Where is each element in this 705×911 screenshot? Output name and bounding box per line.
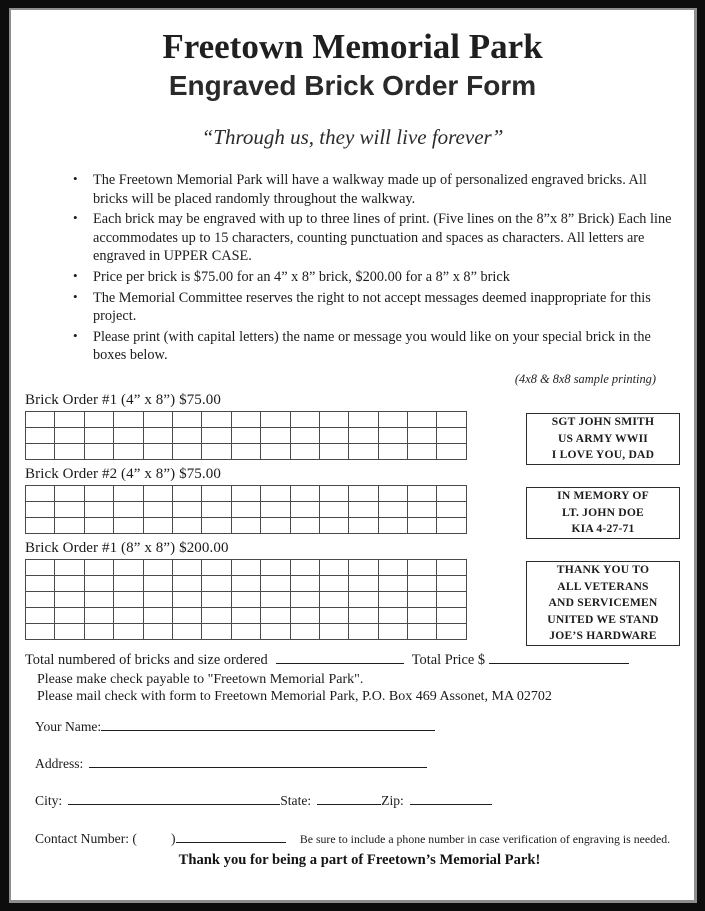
contact-section [11, 719, 694, 869]
brick-grid-cell[interactable] [378, 591, 407, 607]
brick-grid-cell[interactable] [349, 411, 378, 427]
zip-input[interactable] [410, 804, 492, 805]
brick-grid-cell[interactable] [408, 501, 437, 517]
brick-grid-cell[interactable] [202, 575, 231, 591]
brick-grid-cell[interactable] [408, 623, 437, 639]
brick-grid-cell[interactable] [408, 427, 437, 443]
brick-grid-cell[interactable] [261, 485, 290, 501]
brick-grid-cell[interactable] [408, 485, 437, 501]
brick-grid-cell[interactable] [55, 559, 84, 575]
brick-grid-cell[interactable] [26, 591, 55, 607]
brick-grid-cell[interactable] [437, 411, 467, 427]
name-input[interactable] [101, 730, 435, 731]
address-input[interactable] [89, 767, 427, 768]
brick-grid-cell[interactable] [84, 559, 113, 575]
brick-grid-cell[interactable] [114, 517, 143, 533]
brick-grid-cell[interactable] [84, 427, 113, 443]
brick-grid-cell[interactable] [114, 623, 143, 639]
brick-grid-cell[interactable] [378, 517, 407, 533]
brick-grid-cell[interactable] [143, 591, 172, 607]
brick-grid-cell[interactable] [55, 501, 84, 517]
brick-grid-cell[interactable] [143, 501, 172, 517]
brick-grid-cell[interactable] [114, 559, 143, 575]
sample-line: KIA 4-27-71 [571, 522, 635, 536]
brick-order-1-label: Brick Order #1 (4” x 8”) $75.00 [25, 391, 221, 408]
brick-grid-cell[interactable] [55, 485, 84, 501]
brick-order-3-grid[interactable] [25, 559, 467, 640]
brick-grid-cell[interactable] [202, 559, 231, 575]
brick-grid-cell[interactable] [290, 443, 319, 459]
brick-grid-cell[interactable] [408, 411, 437, 427]
brick-grid-cell[interactable] [378, 575, 407, 591]
brick-grid-cell[interactable] [290, 591, 319, 607]
brick-grid-cell[interactable] [55, 411, 84, 427]
brick-grid-row [26, 559, 467, 575]
brick-grid-cell[interactable] [143, 559, 172, 575]
brick-grid-cell[interactable] [349, 517, 378, 533]
brick-grid-cell[interactable] [84, 485, 113, 501]
brick-grid-cell[interactable] [172, 517, 201, 533]
brick-order-2-sample [526, 487, 680, 539]
brick-grid-cell[interactable] [231, 559, 260, 575]
brick-grid-cell[interactable] [437, 427, 467, 443]
brick-grid-cell[interactable] [55, 517, 84, 533]
brick-grid-cell[interactable] [172, 575, 201, 591]
brick-grid-cell[interactable] [26, 485, 55, 501]
sample-line: SGT JOHN SMITH [551, 415, 655, 429]
brick-grid-cell[interactable] [84, 575, 113, 591]
brick-grid-cell[interactable] [172, 559, 201, 575]
brick-grid-cell[interactable] [378, 623, 407, 639]
brick-grid-cell[interactable] [84, 443, 113, 459]
state-input[interactable] [317, 804, 381, 805]
brick-grid-cell[interactable] [143, 427, 172, 443]
brick-grid-cell[interactable] [349, 443, 378, 459]
city-state-zip-row [35, 793, 676, 809]
brick-grid-row [26, 411, 467, 427]
brick-grid-cell[interactable] [290, 575, 319, 591]
brick-grid-cell[interactable] [55, 607, 84, 623]
brick-grid-cell[interactable] [26, 427, 55, 443]
brick-grid-cell[interactable] [437, 607, 467, 623]
address-label: Address: [35, 755, 84, 771]
brick-order-2 [11, 466, 694, 534]
brick-grid-row [26, 427, 467, 443]
brick-grid-cell[interactable] [143, 607, 172, 623]
instruction-text: Each brick may be engraved with up to three lines of print. (Five lines on the 8”x 8” Brick) Each line accommodates up to 15 characters, counting punctuation and spaces as characters. All letters are engraved in UPPER CASE. [93, 211, 672, 265]
contact-number-label: Contact Number: [35, 830, 130, 846]
brick-grid-cell[interactable] [349, 559, 378, 575]
brick-grid-cell[interactable] [408, 517, 437, 533]
instruction-text: Please print (with capital letters) the name or message you would like on your special brick in the boxes below. [93, 328, 651, 364]
brick-order-2-label: Brick Order #2 (4” x 8”) $75.00 [25, 465, 221, 482]
brick-grid-cell[interactable] [319, 607, 348, 623]
totals-row [25, 652, 694, 669]
sample-line: I LOVE YOU, DAD [551, 448, 655, 462]
bullet-icon: • [73, 171, 78, 187]
zip-label: Zip: [381, 792, 404, 808]
brick-grid-cell[interactable] [349, 501, 378, 517]
brick-grid-cell[interactable] [437, 517, 467, 533]
brick-grid-cell[interactable] [349, 623, 378, 639]
brick-grid-row [26, 517, 467, 533]
brick-grid-cell[interactable] [437, 559, 467, 575]
brick-order-3-sample [526, 561, 680, 646]
address-row [35, 756, 676, 772]
total-count-label: Total numbered of bricks and size ordered [25, 651, 268, 668]
brick-grid-cell[interactable] [114, 607, 143, 623]
brick-grid-cell[interactable] [231, 591, 260, 607]
brick-grid-cell[interactable] [84, 517, 113, 533]
brick-grid-row [26, 443, 467, 459]
brick-grid-cell[interactable] [114, 591, 143, 607]
brick-grid-cell[interactable] [437, 575, 467, 591]
brick-grid-cell[interactable] [319, 623, 348, 639]
bullet-icon: • [73, 327, 78, 343]
brick-grid-cell[interactable] [319, 485, 348, 501]
closing-message: Thank you for being a part of Freetown’s Memorial Park! [178, 851, 541, 868]
brick-grid-cell[interactable] [143, 443, 172, 459]
brick-grid-row [26, 575, 467, 591]
sample-line: UNITED WE STAND [547, 612, 659, 626]
brick-grid-cell[interactable] [261, 559, 290, 575]
brick-grid-cell[interactable] [26, 559, 55, 575]
instructions-list [11, 171, 694, 365]
brick-grid-cell[interactable] [84, 607, 113, 623]
brick-grid-cell[interactable] [114, 443, 143, 459]
brick-grid-cell[interactable] [143, 517, 172, 533]
sample-line: ALL VETERANS [557, 579, 649, 593]
brick-grid-cell[interactable] [231, 607, 260, 623]
page-subtitle: Engraved Brick Order Form [168, 69, 537, 101]
brick-grid-cell[interactable] [437, 443, 467, 459]
brick-grid-row [26, 607, 467, 623]
brick-grid-cell[interactable] [143, 575, 172, 591]
brick-grid-cell[interactable] [84, 501, 113, 517]
motto-text: “Through us, they will live forever” [201, 125, 504, 150]
brick-grid-cell[interactable] [319, 517, 348, 533]
brick-grid-cell[interactable] [408, 559, 437, 575]
brick-grid-cell[interactable] [319, 559, 348, 575]
brick-grid-cell[interactable] [114, 427, 143, 443]
brick-grid-row [26, 485, 467, 501]
phone-note: Be sure to include a phone number in case verification of engraving is needed. [299, 831, 671, 846]
city-input[interactable] [68, 804, 280, 805]
brick-grid-cell[interactable] [55, 591, 84, 607]
brick-grid-cell[interactable] [26, 411, 55, 427]
brick-grid-cell[interactable] [143, 623, 172, 639]
brick-grid-cell[interactable] [84, 411, 113, 427]
sample-printing-caption: (4x8 & 8x8 sample printing) [514, 371, 656, 386]
brick-grid-cell[interactable] [261, 427, 290, 443]
brick-grid-cell[interactable] [319, 575, 348, 591]
brick-grid-cell[interactable] [202, 623, 231, 639]
brick-grid-cell[interactable] [349, 575, 378, 591]
brick-grid-cell[interactable] [231, 517, 260, 533]
total-price-label: Total Price $ [411, 651, 486, 668]
brick-grid-cell[interactable] [349, 607, 378, 623]
brick-grid-cell[interactable] [261, 575, 290, 591]
instruction-text: Price per brick is $75.00 for an 4” x 8” brick, $200.00 for a 8” x 8” brick [93, 269, 510, 286]
brick-grid-cell[interactable] [143, 485, 172, 501]
brick-grid-cell[interactable] [319, 411, 348, 427]
brick-grid-cell[interactable] [172, 485, 201, 501]
brick-grid-cell[interactable] [231, 623, 260, 639]
brick-order-3 [11, 539, 694, 643]
brick-grid-cell[interactable] [437, 591, 467, 607]
brick-grid-cell[interactable] [26, 575, 55, 591]
brick-grid-cell[interactable] [290, 607, 319, 623]
phone-number-input[interactable] [176, 842, 286, 843]
brick-grid-cell[interactable] [378, 411, 407, 427]
bullet-icon: • [73, 288, 78, 304]
brick-order-2-grid[interactable] [25, 485, 467, 534]
brick-grid-row [26, 501, 467, 517]
brick-grid-cell[interactable] [378, 607, 407, 623]
brick-grid-cell[interactable] [202, 607, 231, 623]
brick-grid-cell[interactable] [172, 623, 201, 639]
brick-grid-cell[interactable] [55, 623, 84, 639]
brick-grid-cell[interactable] [349, 427, 378, 443]
brick-grid-cell[interactable] [290, 411, 319, 427]
brick-grid-row [26, 623, 467, 639]
brick-grid-cell[interactable] [143, 411, 172, 427]
brick-grid-cell[interactable] [231, 575, 260, 591]
brick-grid-cell[interactable] [202, 443, 231, 459]
total-price-input[interactable] [489, 663, 629, 664]
brick-grid-cell[interactable] [114, 485, 143, 501]
brick-grid-cell[interactable] [261, 623, 290, 639]
brick-grid-cell[interactable] [261, 501, 290, 517]
brick-grid-cell[interactable] [319, 427, 348, 443]
brick-grid-cell[interactable] [231, 485, 260, 501]
brick-grid-cell[interactable] [290, 427, 319, 443]
brick-grid-row [26, 591, 467, 607]
brick-grid-cell[interactable] [290, 623, 319, 639]
brick-grid-cell[interactable] [290, 501, 319, 517]
brick-grid-cell[interactable] [261, 591, 290, 607]
list-item [73, 327, 672, 365]
brick-grid-cell[interactable] [231, 411, 260, 427]
brick-grid-cell[interactable] [202, 591, 231, 607]
brick-grid-cell[interactable] [319, 591, 348, 607]
brick-grid-cell[interactable] [231, 427, 260, 443]
brick-grid-cell[interactable] [202, 501, 231, 517]
brick-order-3-grid-wrap [11, 559, 694, 643]
area-code-close-paren: ) [170, 830, 176, 846]
brick-grid-cell[interactable] [114, 411, 143, 427]
bullet-icon: • [73, 210, 78, 226]
list-item [73, 171, 672, 208]
brick-grid-cell[interactable] [55, 443, 84, 459]
brick-grid-cell[interactable] [172, 591, 201, 607]
brick-grid-cell[interactable] [378, 443, 407, 459]
name-row [35, 719, 676, 735]
brick-grid-cell[interactable] [437, 501, 467, 517]
brick-grid-cell[interactable] [408, 575, 437, 591]
brick-grid-cell[interactable] [378, 501, 407, 517]
brick-grid-cell[interactable] [172, 411, 201, 427]
contact-number-row [35, 830, 676, 848]
city-label: City: [35, 792, 63, 808]
list-item [73, 288, 672, 326]
payment-instruction-2: Please mail check with form to Freetown Memorial Park, P.O. Box 469 Assonet, MA 02702 [37, 688, 552, 704]
brick-grid-cell[interactable] [437, 485, 467, 501]
brick-grid-cell[interactable] [408, 443, 437, 459]
brick-grid-cell[interactable] [437, 623, 467, 639]
brick-grid-cell[interactable] [319, 501, 348, 517]
brick-order-1-sample [526, 413, 680, 465]
brick-grid-cell[interactable] [172, 501, 201, 517]
brick-order-1-grid-wrap [11, 411, 694, 460]
brick-grid-cell[interactable] [231, 443, 260, 459]
brick-grid-cell[interactable] [261, 443, 290, 459]
brick-grid-cell[interactable] [26, 517, 55, 533]
sample-line: THANK YOU TO [556, 563, 650, 577]
brick-grid-cell[interactable] [26, 607, 55, 623]
brick-grid-cell[interactable] [202, 427, 231, 443]
area-code-open-paren: ( [132, 830, 137, 846]
document-page [11, 10, 694, 900]
brick-grid-cell[interactable] [319, 443, 348, 459]
sample-line: IN MEMORY OF [557, 489, 649, 503]
brick-grid-cell[interactable] [172, 607, 201, 623]
brick-grid-cell[interactable] [231, 501, 260, 517]
list-item [73, 210, 672, 266]
list-item [73, 268, 672, 287]
brick-grid-cell[interactable] [378, 559, 407, 575]
bullet-icon: • [73, 268, 78, 284]
brick-grid-cell[interactable] [202, 411, 231, 427]
brick-grid-cell[interactable] [26, 623, 55, 639]
brick-grid-cell[interactable] [26, 443, 55, 459]
brick-grid-cell[interactable] [55, 575, 84, 591]
brick-grid-cell[interactable] [349, 485, 378, 501]
brick-grid-cell[interactable] [114, 575, 143, 591]
brick-grid-cell[interactable] [261, 517, 290, 533]
brick-grid-cell[interactable] [261, 607, 290, 623]
brick-grid-cell[interactable] [378, 427, 407, 443]
sample-line: LT. JOHN DOE [562, 505, 644, 519]
brick-grid-cell[interactable] [202, 485, 231, 501]
sample-line: JOE’S HARDWARE [549, 629, 657, 643]
instruction-text: The Memorial Committee reserves the right to not accept messages deemed inappropriate for this project. [93, 289, 651, 325]
brick-grid-cell[interactable] [378, 485, 407, 501]
brick-grid-cell[interactable] [26, 501, 55, 517]
sample-line: AND SERVICEMEN [548, 596, 658, 610]
instruction-text: The Freetown Memorial Park will have a walkway made up of personalized engraved bricks. All bricks will be placed randomly throughout the walkway. [93, 172, 647, 207]
page-title: Freetown Memorial Park [162, 27, 543, 66]
brick-grid-cell[interactable] [408, 591, 437, 607]
brick-order-1 [11, 392, 694, 460]
sample-line: US ARMY WWII [557, 431, 648, 445]
brick-grid-cell[interactable] [172, 427, 201, 443]
brick-grid-cell[interactable] [290, 517, 319, 533]
brick-grid-cell[interactable] [84, 623, 113, 639]
brick-grid-cell[interactable] [202, 517, 231, 533]
name-label: Your Name: [35, 718, 102, 734]
brick-grid-cell[interactable] [290, 485, 319, 501]
state-label: State: [280, 792, 312, 808]
brick-order-3-label: Brick Order #1 (8” x 8”) $200.00 [25, 539, 229, 556]
brick-order-1-grid[interactable] [25, 411, 467, 460]
brick-order-2-grid-wrap [11, 485, 694, 534]
brick-grid-cell[interactable] [55, 427, 84, 443]
payment-instruction-1: Please make check payable to "Freetown Memorial Park". [37, 671, 364, 687]
brick-grid-cell[interactable] [290, 559, 319, 575]
total-count-input[interactable] [276, 663, 404, 664]
brick-grid-cell[interactable] [172, 443, 201, 459]
brick-grid-cell[interactable] [349, 591, 378, 607]
brick-grid-cell[interactable] [114, 501, 143, 517]
brick-grid-cell[interactable] [408, 607, 437, 623]
brick-grid-cell[interactable] [84, 591, 113, 607]
brick-grid-cell[interactable] [261, 411, 290, 427]
